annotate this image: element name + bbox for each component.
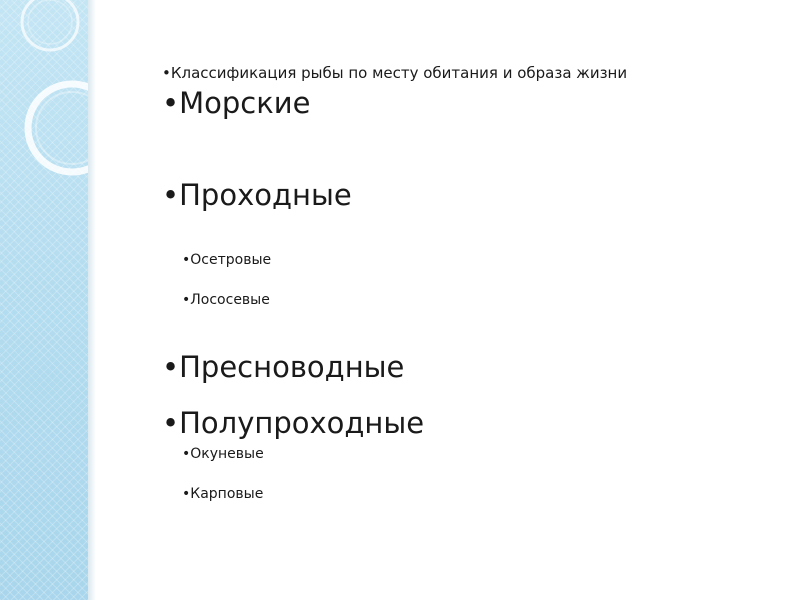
- bullet: •: [162, 64, 171, 82]
- bullet: •: [162, 178, 180, 212]
- category-item-presnovodnye: [162, 350, 404, 384]
- bullet: •: [182, 292, 191, 308]
- subitem-label: Карповые: [190, 486, 264, 502]
- decorative-rings-icon: [0, 0, 88, 240]
- category-item-poluprohodnye: [162, 406, 424, 440]
- heading-text: Классификация рыбы по месту обитания и образа жизни: [170, 64, 628, 82]
- bullet: •: [162, 350, 180, 384]
- category-label: Полупроходные: [179, 406, 425, 440]
- bullet: •: [182, 486, 191, 502]
- category-item-prohodnye: [162, 178, 352, 212]
- subitem-osetrovye: [182, 251, 271, 269]
- bullet: •: [162, 406, 180, 440]
- subitem-label: Осетровые: [190, 252, 272, 268]
- category-item-morskie: [162, 86, 310, 120]
- subitem-okunevye: [182, 445, 264, 463]
- subitem-label: Лососевые: [190, 292, 270, 308]
- slide-content: [162, 0, 782, 600]
- category-label: Проходные: [179, 178, 352, 212]
- decorative-side-panel: [0, 0, 88, 600]
- category-label: Пресноводные: [179, 350, 405, 384]
- slide-heading: [162, 63, 627, 83]
- subitem-label: Окуневые: [190, 446, 264, 462]
- category-label: Морские: [179, 86, 311, 120]
- subitem-lososevye: [182, 291, 270, 309]
- bullet: •: [162, 86, 180, 120]
- subitem-karpovye: [182, 485, 263, 503]
- bullet: •: [182, 252, 191, 268]
- panel-edge-shadow: [88, 0, 96, 600]
- bullet: •: [182, 446, 191, 462]
